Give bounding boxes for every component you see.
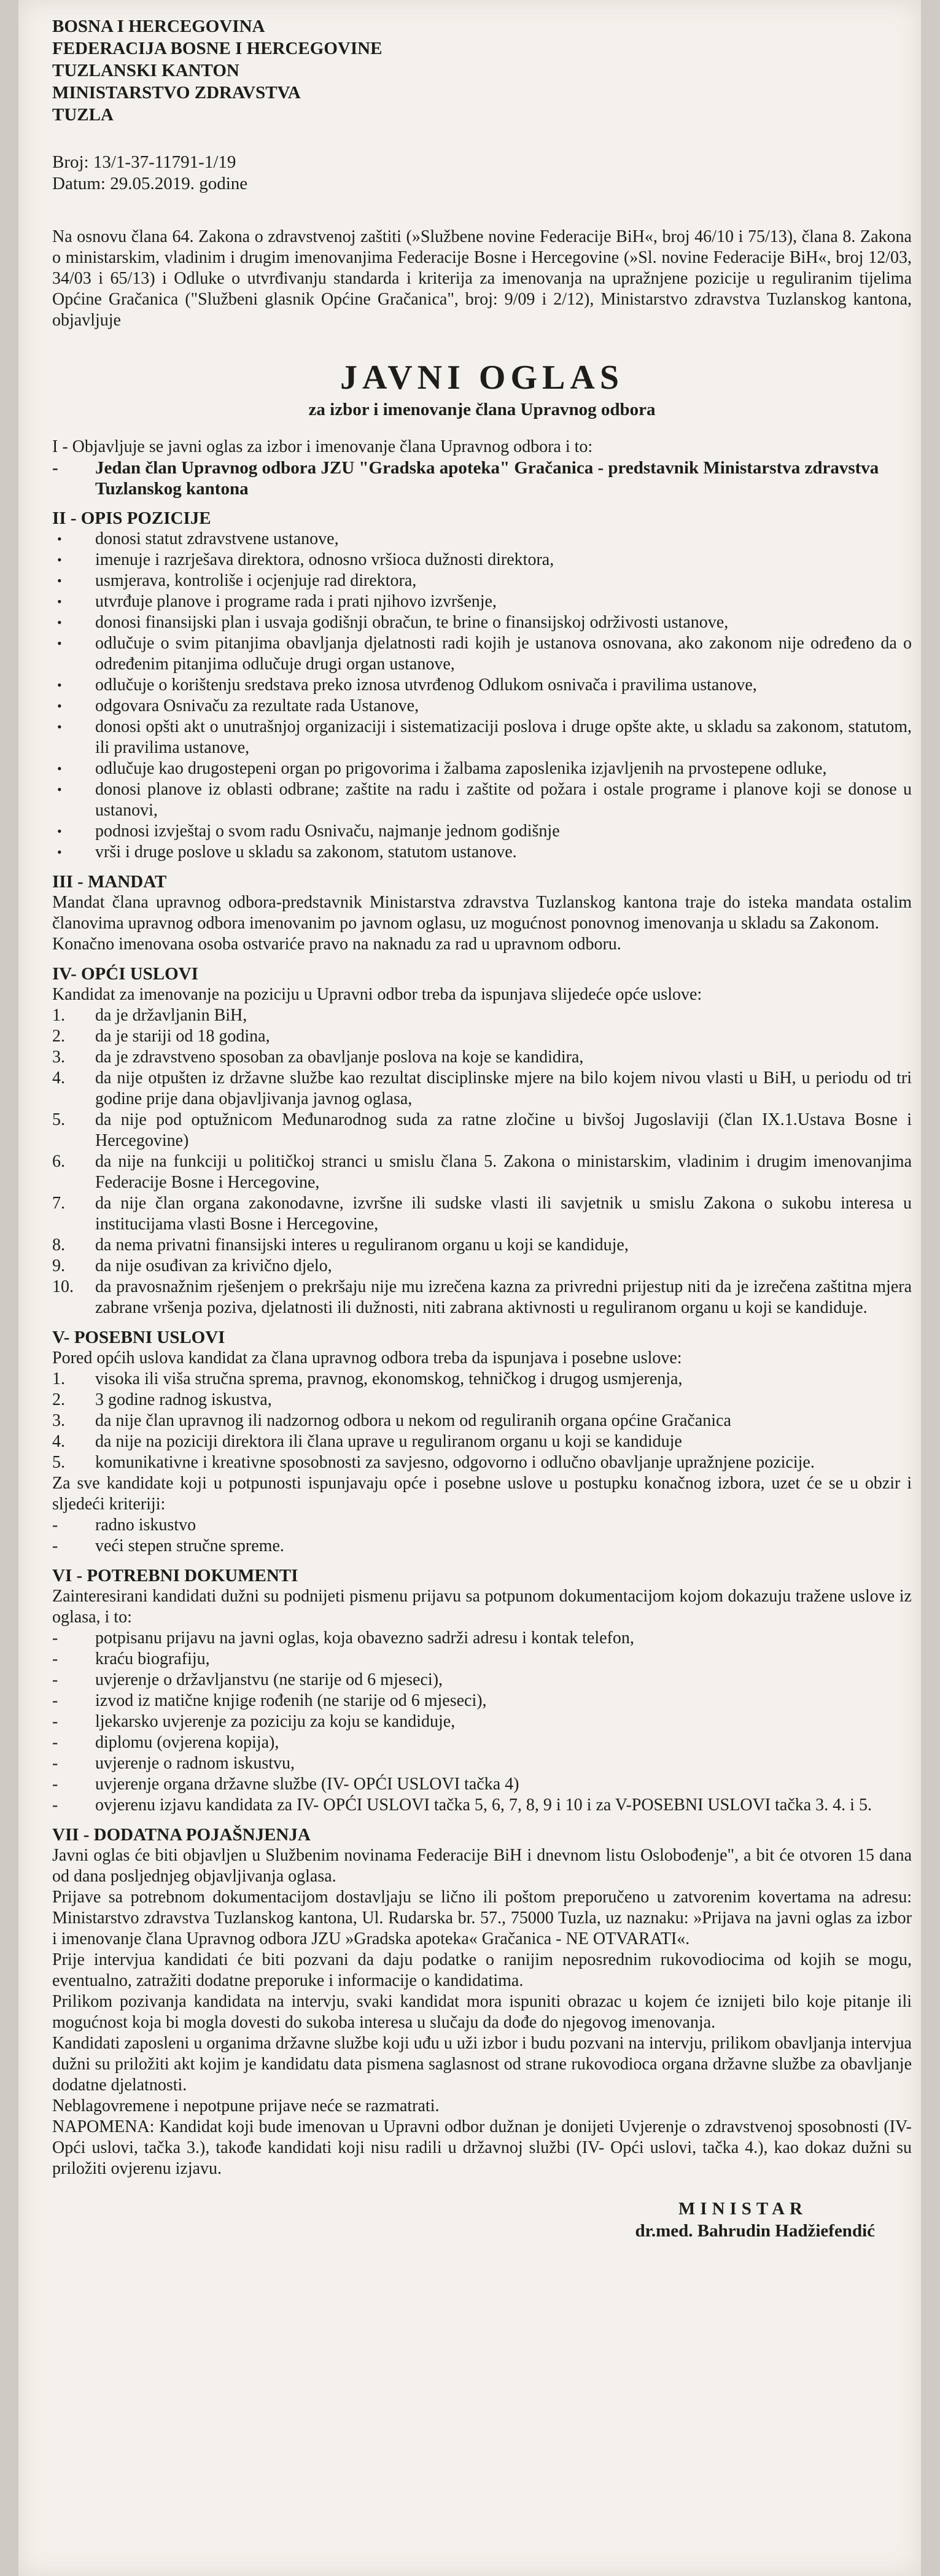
item-number: 5.: [52, 1110, 65, 1129]
list-item: [52, 1452, 912, 1473]
section-6-heading: VI - POTREBNI DOKUMENTI: [52, 1566, 298, 1586]
bullet-marker: •: [57, 594, 62, 609]
item-number: 8.: [52, 1235, 65, 1255]
item-number: 3.: [52, 1048, 65, 1067]
list-item-text: vrši i druge poslove u skladu sa zakonom, statutom ustanove.: [95, 842, 517, 862]
list-item: [52, 696, 912, 717]
list-item-text: da nije član organa zakonodavne, izvršne ili sudske vlasti ili savjetnik u smislu Zakona o sukobu interesa u institucijama vlasti Bosne i Hercegovine,: [95, 1194, 912, 1234]
list-item: [52, 591, 912, 612]
item-number: 1.: [52, 1006, 65, 1025]
item-number: 2.: [52, 1027, 65, 1046]
item-number: 4.: [52, 1068, 65, 1088]
list-item: [52, 633, 912, 675]
list-item: [52, 612, 912, 633]
section-1-text: I - Objavljuje se javni oglas za izbor i imenovanje člana Upravnog odbora i to:: [52, 437, 593, 456]
issuer-line: FEDERACIJA BOSNE I HERCEGOVINE: [52, 39, 383, 58]
issuer-line: TUZLANSKI KANTON: [52, 61, 239, 80]
list-item: [52, 1711, 912, 1732]
bullet-marker: •: [57, 636, 62, 651]
list-item-text: da nije član upravnog ili nadzornog odbora u nekom od reguliranih organa općine Gračanica: [95, 1411, 731, 1430]
list-item-text: podnosi izvještaj o svom radu Osnivaču, najmanje jednom godišnje: [95, 822, 560, 841]
dash-marker: -: [52, 1733, 58, 1752]
list-item-text: radno iskustvo: [95, 1516, 196, 1535]
compensation-paragraph: Konačno imenovana osoba ostvariće pravo na naknadu za rad u upravnom odboru.: [52, 935, 621, 954]
general-conditions-intro: Kandidat za imenovanje na poziciju u Upravni odbor treba da ispunjava slijedeće opće uslove:: [52, 985, 702, 1004]
list-item: [52, 1411, 912, 1431]
bullet-marker: •: [57, 761, 62, 776]
list-item-text: donosi opšti akt o unutrašnjoj organizaciji i sistematizaciji poslova i druge opšte akte, u skladu sa zakonom, statutom, ili pravilima ustanove,: [95, 717, 912, 757]
bullet-marker: •: [57, 615, 62, 630]
list-item-text: kraću biografiju,: [95, 1649, 210, 1668]
notice-title: JAVNI OGLAS: [340, 359, 624, 397]
dash-marker: -: [52, 1796, 58, 1815]
section-7-heading: VII - DODATNA POJAŠNJENJA: [52, 1825, 311, 1845]
list-item-text: izvod iz matične knjige rođenih (ne starije od 6 mjeseci),: [95, 1691, 487, 1710]
list-item-text: ovjerenu izjavu kandidata za IV- OPĆI USLOVI tačka 5, 6, 7, 8, 9 i 10 i za V-POSEBNI USLOVI tačka 3. 4. i 5.: [95, 1796, 872, 1815]
item-number: 5.: [52, 1453, 65, 1472]
issuer-line: MINISTARSTVO ZDRAVSTVA: [52, 83, 301, 103]
signatory-name: dr.med. Bahrudin Hadžiefendić: [635, 2221, 875, 2241]
document-reference: [52, 152, 912, 195]
special-conditions-list: [52, 1369, 912, 1473]
list-item-text: da nije pod optužnicom Međunarodnog suda za ratne zločine u bivšoj Jugoslaviji (član IX.1.Ustava Bosne i Hercegovine): [95, 1110, 912, 1150]
notice-subtitle: za izbor i imenovanje člana Upravnog odbora: [308, 400, 656, 419]
list-item-text: uvjerenje o radnom iskustvu,: [95, 1754, 295, 1773]
bullet-marker: •: [57, 782, 62, 797]
item-number: 2.: [52, 1390, 65, 1409]
list-item: [52, 1005, 912, 1026]
additional-info-paragraph: Prijave sa potrebnom dokumentacijom dostavljaju se lično ili poštom preporučeno u zatvorenim kovertama na adresu: Ministarstvo zdravstva Tuzlanskog kantona, Ul. Rudarska br. 57., 75000 Tuzla, uz naznaku: »Prijava na javni oglas za izbor i imenovanje člana Upravnog odbora JZU »Gradska apoteka« Gračanica - NE OTVARATI«.: [52, 1888, 912, 1948]
item-number: 1.: [52, 1369, 65, 1388]
list-item-text: da nije na poziciji direktora ili člana uprave u reguliranom organu u koji se kandiduje: [95, 1432, 682, 1451]
list-item: [52, 675, 912, 696]
additional-info-paragraph: Kandidati zaposleni u organima državne službe koji uđu u uži izbor i budu pozvani na intervju, prilikom obavljanja intervjua dužni su priložiti akt kojim je kandidatu data pismena saglasnost od strane rukovodioca organa državne službe za obavljanje dodatne djelatnosti.: [52, 2034, 912, 2095]
list-item: [52, 1515, 912, 1536]
list-item-text: uvjerenje o državljanstvu (ne starije od 6 mjeseci),: [95, 1670, 443, 1689]
list-item: [52, 1277, 912, 1318]
bullet-marker: •: [57, 844, 62, 860]
list-item-text: diplomu (ovjerena kopija),: [95, 1733, 279, 1752]
required-documents-list: [52, 1628, 912, 1816]
list-item-text: donosi planove iz oblasti odbrane; zaštite na radu i zaštite od požara i ostale programe i planove koji se donose u ustanovi,: [95, 780, 912, 820]
list-item-text: da nije osuđivan za krivično djelo,: [95, 1256, 332, 1275]
section-5-heading: V- POSEBNI USLOVI: [52, 1328, 225, 1347]
list-item-text: ljekarsko uvjerenje za poziciju za koju se kandiduje,: [95, 1712, 456, 1731]
issuer-line: TUZLA: [52, 105, 114, 125]
bullet-marker: •: [57, 698, 62, 714]
list-item-text: donosi statut zdravstvene ustanove,: [95, 529, 339, 548]
list-item-text: 3 godine radnog iskustva,: [95, 1390, 272, 1409]
list-item: [52, 550, 912, 570]
item-number: 3.: [52, 1411, 65, 1430]
list-item-text: odlučuje kao drugostepeni organ po prigovorima i žalbama zaposlenika izjavljenih na prvostepene odluke,: [95, 759, 827, 778]
list-item-text: da je državljanin BiH,: [95, 1006, 247, 1025]
dash-marker: -: [52, 1691, 58, 1710]
reference-number: Broj: 13/1-37-11791-1/19: [52, 152, 236, 172]
list-item-text: odlučuje o korištenju sredstava preko iznosa utvrđenog Odlukom osnivača i pravilima ustanove,: [95, 675, 757, 695]
list-item-text: donosi finansijski plan i usvaja godišnji obračun, te brine o finansijskoj održivosti ustanove,: [95, 613, 729, 632]
list-item: [52, 1235, 912, 1256]
signature-block: [52, 2198, 912, 2242]
legal-preamble: Na osnovu člana 64. Zakona o zdravstvenoj zaštiti (»Službene novine Federacije BiH«, broj 46/10 i 75/13), člana 8. Zakona o ministarskim, vladinim i drugim imenovanjima Federacije Bosne i Hercegovine (»Sl. novine Federacije BiH«, broj 12/03, 34/03 i 65/13) i Odluke o utvrđivanju standarda i kriterija za imenovanja na upražnjene pozicije u reguliranim tijelima Općine Gračanica ("Službeni glasnik Općine Gračanica", broj: 9/09 i 2/12), Ministarstvo zdravstva Tuzlanskog kantona, objavljuje: [52, 227, 912, 330]
bullet-marker: •: [57, 531, 62, 547]
issuer-header: [52, 15, 912, 126]
signatory-role: MINISTAR: [678, 2199, 807, 2219]
list-item: [52, 1068, 912, 1110]
dash-marker: -: [52, 1775, 58, 1794]
list-item: [52, 1536, 912, 1557]
dash-marker: -: [52, 1628, 58, 1648]
list-item: [52, 1047, 912, 1068]
item-number: 4.: [52, 1432, 65, 1451]
list-item-text: da nije na funkciji u političkoj stranci u smislu člana 5. Zakona o ministarskim, vladinim i drugim imenovanjima Federacije Bosne i Hercegovine,: [95, 1152, 912, 1192]
item-number: 6.: [52, 1152, 65, 1171]
dash-marker: -: [52, 1649, 58, 1668]
item-number: 7.: [52, 1194, 65, 1213]
bullet-marker: •: [57, 552, 62, 567]
bullet-marker: •: [57, 677, 62, 693]
list-item-text: komunikativne i kreativne sposobnosti za savjesno, odgovorno i odlučno obavljanje upražnjene pozicije.: [95, 1453, 815, 1472]
list-item: [52, 1256, 912, 1277]
public-notice: [52, 15, 912, 2242]
bullet-marker: •: [57, 823, 62, 839]
list-item: [52, 842, 912, 863]
position-description-list: [52, 529, 912, 863]
dash-marker: -: [52, 1712, 58, 1731]
list-item: [52, 1753, 912, 1774]
list-item-text: potpisanu prijavu na javni oglas, koja obavezno sadrži adresu i kontak telefon,: [95, 1628, 634, 1648]
dash-marker: -: [52, 1754, 58, 1773]
list-item-text: imenuje i razrješava direktora, odnosno vršioca dužnosti direktora,: [95, 550, 554, 569]
list-item: [52, 529, 912, 550]
section-2-heading: II - OPIS POZICIJE: [52, 508, 211, 528]
list-item: [52, 821, 912, 842]
bullet-marker: •: [57, 719, 62, 734]
list-item: [52, 1110, 912, 1151]
list-item: [52, 1795, 912, 1816]
documents-intro: Zainteresirani kandidati dužni su podnijeti pismenu prijavu sa potpunom dokumentacijom kojom dokazuju tražene uslove iz oglasa, i to:: [52, 1587, 912, 1627]
list-item: [52, 1151, 912, 1193]
position-text: Jedan član Upravnog odbora JZU "Gradska apoteka" Gračanica - predstavnik Ministarstva zdravstva Tuzlanskog kantona: [95, 458, 879, 499]
additional-info-paragraph: Javni oglas će biti objavljen u Službenim novinama Federacije BiH i dnevnom listu Oslobođenje", a bit će otvoren 15 dana od dana posljednjeg objavljivanja oglasa.: [52, 1846, 912, 1886]
reference-date: Datum: 29.05.2019. godine: [52, 174, 248, 193]
list-item: [52, 1390, 912, 1411]
list-item-text: da nije otpušten iz državne službe kao rezultat disciplinske mjere na bilo kojem nivou vlasti u BiH, u periodu od tri godine prije dana objavljivanja javnog oglasa,: [95, 1068, 912, 1108]
position-item: [52, 457, 912, 499]
list-item-text: odgovara Osnivaču za rezultate rada Ustanove,: [95, 696, 419, 715]
list-item: [52, 1649, 912, 1670]
list-item: [52, 779, 912, 821]
mandate-paragraph: Mandat člana upravnog odbora-predstavnik Ministarstva zdravstva Tuzlanskog kantona traje do isteka mandata ostalim članovima upravnog odbora imenovanim po javnom oglasu, uz mogućnost ponovnog imenovanja u skladu sa Zakonom.: [52, 893, 912, 933]
dash-marker: -: [52, 1670, 58, 1689]
list-item: [52, 1670, 912, 1691]
list-item-text: utvrđuje planove i programe rada i prati njihovo izvršenje,: [95, 592, 497, 611]
list-item-text: veći stepen stručne spreme.: [95, 1536, 284, 1555]
list-item: [52, 1431, 912, 1452]
list-item: [52, 570, 912, 591]
list-item: [52, 1628, 912, 1649]
list-item-text: da je zdravstveno sposoban za obavljanje poslova na koje se kandidira,: [95, 1048, 584, 1067]
list-item-text: visoka ili viša stručna sprema, pravnog, ekonomskog, tehničkog i drugog usmjerenja,: [95, 1369, 683, 1388]
additional-info-paragraph: Prije intervjua kandidati će biti pozvani da daju podatke o ranijim neposrednim rukovodiocima od kojih se mogu, eventualno, zatražiti dodatne preporuke i informacije o kandidatima.: [52, 1950, 912, 1990]
dash-marker: -: [52, 458, 58, 478]
issuer-line: BOSNA I HERCEGOVINA: [52, 17, 265, 36]
additional-info-paragraph: Prilikom pozivanja kandidata na intervju, svaki kandidat mora ispuniti obrazac u kojem će iznijeti bilo koje pitanje ili mogućnost koja bi mogla dovesti do sukoba interesa u slučaju da dođe do njegovog imenovanja.: [52, 1992, 912, 2032]
bullet-marker: •: [57, 573, 62, 588]
special-conditions-intro: Pored općih uslova kandidat za člana upravnog odbora treba da ispunjava i posebne uslove:: [52, 1348, 682, 1368]
list-item: [52, 1193, 912, 1235]
section-3-heading: III - MANDAT: [52, 872, 167, 892]
list-item-text: usmjerava, kontroliše i ocjenjuje rad direktora,: [95, 571, 417, 590]
list-item-text: da je stariji od 18 godina,: [95, 1027, 270, 1046]
list-item: [52, 717, 912, 758]
item-number: 10.: [52, 1277, 74, 1296]
dash-marker: -: [52, 1516, 58, 1535]
newspaper-page: [18, 0, 921, 2576]
list-item-text: da pravosnažnim rješenjem o prekršaju nije mu izrečena kazna za privredni prijestup niti da je izrečena zaštitna mjera zabrane vršenja poziva, djelatnosti ili dužnosti, niti zabrana aktivnosti u reguliranom organu u koji se kandiduje.: [95, 1277, 912, 1317]
list-item: [52, 1691, 912, 1711]
selection-criteria-intro: Za sve kandidate koji u potpunosti ispunjavaju opće i posebne uslove u postupku konačnog izbora, uzet će se u obzir i sljedeći kriteriji:: [52, 1474, 912, 1514]
list-item-text: uvjerenje organa državne službe (IV- OPĆI USLOVI tačka 4): [95, 1775, 519, 1794]
section-4-heading: IV- OPĆI USLOVI: [52, 964, 198, 984]
general-conditions-list: [52, 1005, 912, 1318]
selection-criteria-list: [52, 1515, 912, 1557]
item-number: 9.: [52, 1256, 65, 1275]
additional-info-paragraph: Neblagovremene i nepotpune prijave neće se razmatrati.: [52, 2096, 440, 2115]
list-item: [52, 1369, 912, 1390]
list-item: [52, 1026, 912, 1047]
list-item-text: odlučuje o svim pitanjima obavljanja djelatnosti radi kojih je ustanova osnovana, ako zakonom nije određeno da o određenim pitanjima odlučuje drugi organ ustanove,: [95, 634, 912, 674]
dash-marker: -: [52, 1536, 58, 1555]
list-item-text: da nema privatni finansijski interes u reguliranom organu u koji se kandiduje,: [95, 1235, 629, 1255]
list-item: [52, 758, 912, 779]
list-item: [52, 1774, 912, 1795]
note-paragraph: NAPOMENA: Kandidat koji bude imenovan u Upravni odbor dužnan je donijeti Uvjerenje o zdravstvenoj sposobnosti (IV- Opći uslovi, tačka 3.), takođe kandidati koji nisu radili u državnoj službi (IV- Opći uslovi, tačka 4.), kao dokaz dužni su priložiti ovjerenu izjavu.: [52, 2117, 912, 2178]
list-item: [52, 1732, 912, 1753]
